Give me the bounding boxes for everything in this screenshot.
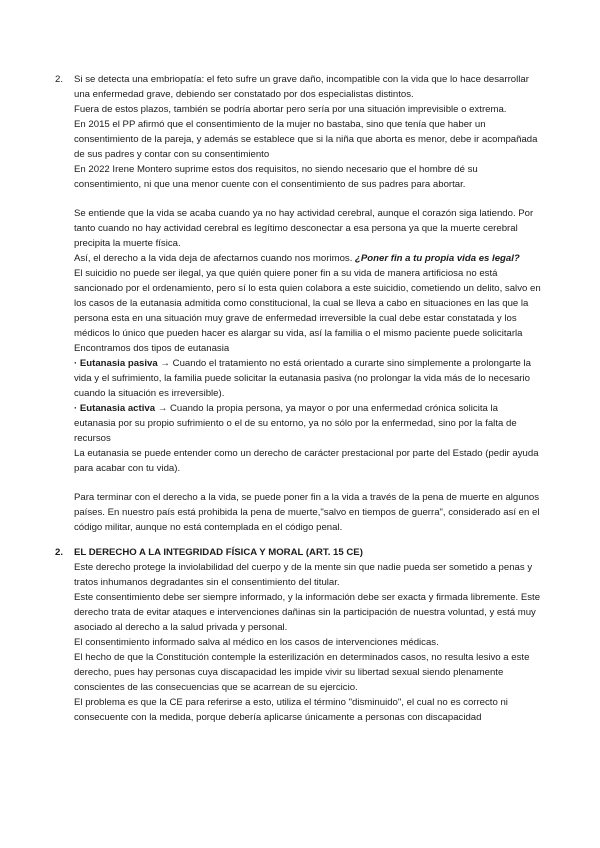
term-eutanasia-activa: · Eutanasia activa (74, 403, 156, 414)
paragraph-derecho-vida: Así, el derecho a la vida deja de afectarnos cuando nos morimos. ¿Poner fin a tu propia vida es legal? (74, 253, 520, 264)
question-text: ¿Poner fin a tu propia vida es legal? (355, 253, 520, 264)
paragraph: Este derecho protege la inviolabilidad del cuerpo y de la mente sin que nadie pueda ser sometido a penas y tratos inhumanos degradantes sin el consentimiento del titular. (74, 562, 533, 588)
paragraph: El problema es que la CE para referirse a esto, utiliza el término "disminuido", el cual no es correcto ni consecuente con la medida, porque debería aplicarse únicamente a personas con discapacidad (74, 697, 508, 723)
section-heading: EL DERECHO A LA INTEGRIDAD FÍSICA Y MORAL (ART. 15 CE) (74, 547, 363, 558)
paragraph-tipos-eutanasia: Encontramos dos tipos de eutanasia (74, 343, 230, 354)
paragraph-suicidio: El suicidio no puede ser ilegal, ya que quién quiere poner fin a su vida de manera artificiosa no está sancionado por el ordenamiento, pero sí lo esta quien colabora a este suicidio, cometiendo un delito, salvo en los casos de la eutanasia admitida como constitucional, la cual se lleva a cabo en situaciones en las que la persona esta en una situación muy grave de enfermedad irreversible la cual debe estar constatada y los médicos lo único que pueden hacer es alargar su vida, así la familia o el mismo paciente puede solicitarla (74, 268, 541, 339)
paragraph: En 2022 Irene Montero suprime estos dos requisitos, no siendo necesario que el hombre dé su consentimiento, ni que una menor cuente con el consentimiento de sus padres para abortar. (74, 164, 478, 190)
paragraph: El hecho de que la Constitución contemple la esterilización en determinados casos, no resulta lesivo a este derecho, pues hay personas cuya discapacidad les impide vivir su libertad sexual siendo plenamente conscientes de las consecuencias que se acarrean de su ejercicio. (74, 652, 530, 693)
paragraph-pena-muerte: Para terminar con el derecho a la vida, se puede poner fin a la vida a través de la pena de muerte en algunos países. En nuestro país está prohibida la pena de muerte,"salvo en tiempos de guerra", considerado así en el código militar, aunque no está contemplada en el código penal. (74, 492, 540, 533)
bullet-eutanasia-pasiva: · Eutanasia pasiva → Cuando el tratamiento no está orientado a curarte sino simplemente a prolongarte la vida y el sufrimiento, la familia puede solicitar la eutanasia pasiva (no prolongar la vida más de lo necesario cuando la situación es irreversible). (74, 358, 532, 399)
paragraph: Si se detecta una embriopatía: el feto sufre un grave daño, incompatible con la vida que lo hace desarrollar una enfermedad grave, debiendo ser constatado por dos especialistas distintos. (74, 74, 529, 100)
paragraph: En 2015 el PP afirmó que el consentimiento de la mujer no bastaba, sino que tenía que haber un consentimiento de la pareja, y además se establece que si la niña que aborta es menor, debe ir acompañada de sus padres y contar con su consentimiento (74, 119, 538, 160)
list-number: 2. (55, 547, 64, 558)
paragraph-prestacional: La eutanasia se puede entender como un derecho de carácter prestacional por parte del Estado (pedir ayuda para acabar con tu vida). (74, 448, 539, 474)
paragraph: El consentimiento informado salva al médico en los casos de intervenciones médicas. (74, 637, 439, 648)
list-item-embriopatia (55, 72, 542, 535)
list-number: 2. (55, 74, 64, 85)
paragraph: Este consentimiento debe ser siempre informado, y la información debe ser exacta y firmada libremente. Este derecho trata de evitar ataques e intervenciones dañinas sin la participación de nuestra voluntad, y está muy asociado al derecho a la salud privada y personal. (74, 592, 541, 633)
paragraph: Fuera de estos plazos, también se podría abortar pero sería por una situación imprevisible o extrema. (74, 104, 507, 115)
bullet-eutanasia-activa: · Eutanasia activa → Cuando la propia persona, ya mayor o por una enfermedad crónica solicita la eutanasia por su propio sufrimiento o el de su entorno, ya no sólo por la enfermedad, sino por la falta de recursos (74, 403, 517, 444)
term-eutanasia-pasiva: · Eutanasia pasiva (74, 358, 158, 369)
list-item-integridad (55, 545, 542, 725)
paragraph-muerte-cerebral: Se entiende que la vida se acaba cuando ya no hay actividad cerebral, aunque el corazón siga latiendo. Por tanto cuando no hay actividad cerebral es legítimo desconectar a esa persona ya que la muerte cerebral precipita la muerte física. (74, 208, 534, 249)
